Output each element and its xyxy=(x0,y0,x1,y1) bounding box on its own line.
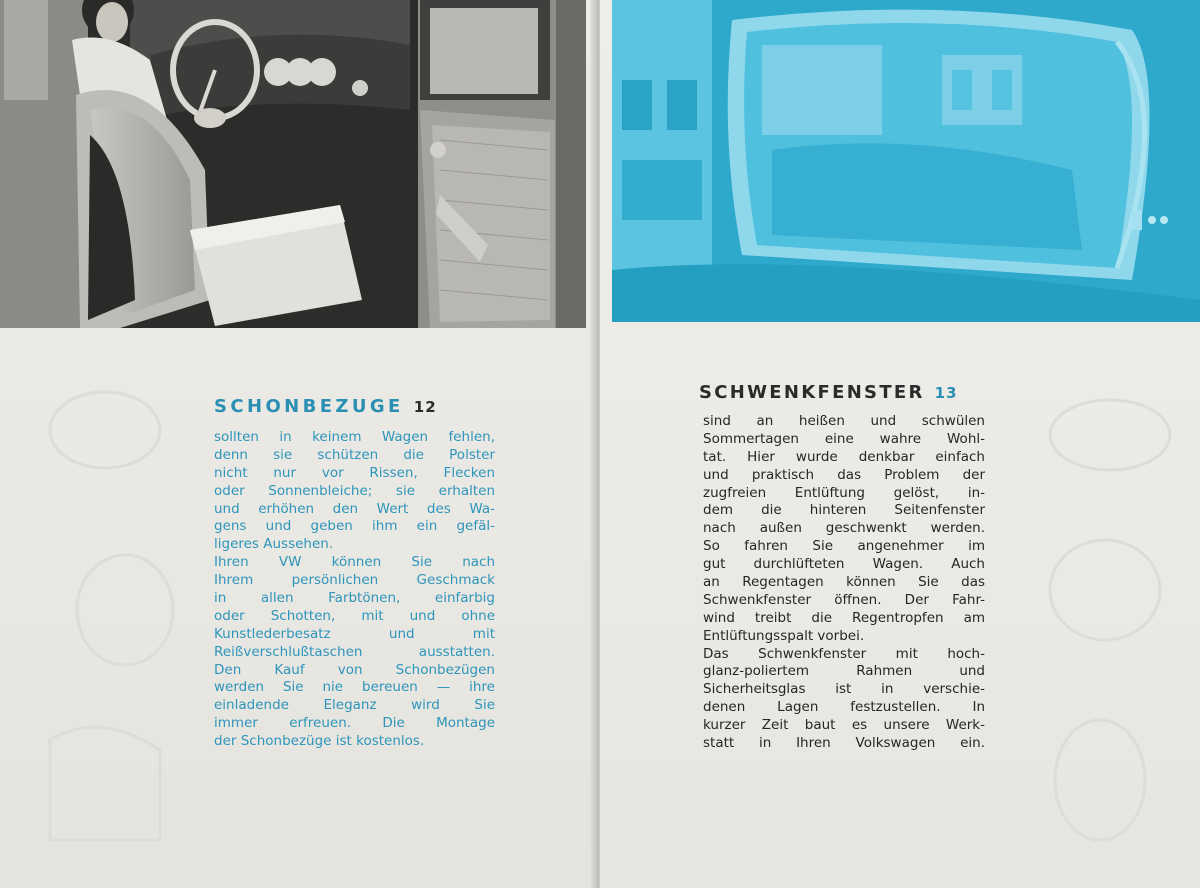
text-line: So fahren Sie angenehmer im xyxy=(703,538,985,555)
text-line: sind an heißen und schwülen xyxy=(703,413,985,429)
text-line: einladende Eleganz wird Sie xyxy=(214,697,495,714)
text-line: Kunstlederbesatz und mit xyxy=(214,625,495,642)
text-line: statt in Ihren Volkswagen ein. xyxy=(703,735,985,752)
text-line: an Regentagen können Sie das xyxy=(703,574,985,591)
text-line: gens und geben ihm ein gefäl- xyxy=(214,518,495,535)
page-number: 12 xyxy=(413,398,437,416)
text-line: denn sie schützen die Polster xyxy=(214,446,495,463)
car-interior-photo xyxy=(0,0,586,328)
text-line: Sommertagen eine wahre Wohl- xyxy=(703,430,985,447)
text-line: Sicherheitsglas ist in verschie- xyxy=(703,681,985,698)
section-heading xyxy=(699,382,958,403)
body-text xyxy=(214,429,495,751)
text-line: Ihrem persönlichen Geschmack xyxy=(214,572,495,589)
heading-text: SCHWENKFENSTER xyxy=(699,382,925,403)
left-page xyxy=(0,0,594,888)
text-line: sollten in keinem Wagen fehlen, xyxy=(214,429,495,445)
car-window-photo xyxy=(612,0,1200,322)
text-line: oder Schotten, mit und ohne xyxy=(214,607,495,624)
text-line: kurzer Zeit baut es unsere Werk- xyxy=(703,717,985,734)
text-line: Das Schwenkfenster mit hoch- xyxy=(703,645,985,662)
text-line: nach außen geschwenkt werden. xyxy=(703,520,985,537)
text-line: zugfreien Entlüftung gelöst, in- xyxy=(703,484,985,501)
text-line: tat. Hier wurde denkbar einfach xyxy=(703,448,985,465)
text-line: werden Sie nie bereuen — ihre xyxy=(214,679,495,696)
heading-text: SCHONBEZUGE xyxy=(214,396,404,417)
text-line: oder Sonnenbleiche; sie erhalten xyxy=(214,482,495,499)
text-line: gut durchlüfteten Wagen. Auch xyxy=(703,556,985,573)
right-page xyxy=(600,0,1200,888)
ghost-embossed-drawing xyxy=(30,380,180,850)
text-line: Schwenkfenster öffnen. Der Fahr- xyxy=(703,591,985,608)
text-line: denen Lagen festzustellen. In xyxy=(703,699,985,716)
text-line: dem die hinteren Seitenfenster xyxy=(703,502,985,519)
text-line: in allen Farbtönen, einfarbig xyxy=(214,590,495,607)
text-line: und erhöhen den Wert des Wa- xyxy=(214,500,495,517)
text-line: nicht nur vor Rissen, Flecken xyxy=(214,464,495,481)
text-line: Reißverschlußtaschen ausstatten. xyxy=(214,643,495,660)
text-line: Ihren VW können Sie nach xyxy=(214,554,495,571)
text-line: Den Kauf von Schonbezügen xyxy=(214,661,495,678)
text-line: und praktisch das Problem der xyxy=(703,466,985,483)
body-text xyxy=(703,413,985,753)
text-line: ligeres Aussehen. xyxy=(214,536,334,553)
page-number: 13 xyxy=(934,384,958,402)
text-line: der Schonbezüge ist kostenlos. xyxy=(214,733,425,750)
text-line: glanz-poliertem Rahmen und xyxy=(703,663,985,680)
text-line: immer erfreuen. Die Montage xyxy=(214,715,495,732)
ghost-embossed-drawing xyxy=(1020,380,1190,850)
text-line: wind treibt die Regentropfen am xyxy=(703,609,985,626)
text-line: Entlüftungsspalt vorbei. xyxy=(703,627,865,644)
section-heading xyxy=(214,396,437,417)
